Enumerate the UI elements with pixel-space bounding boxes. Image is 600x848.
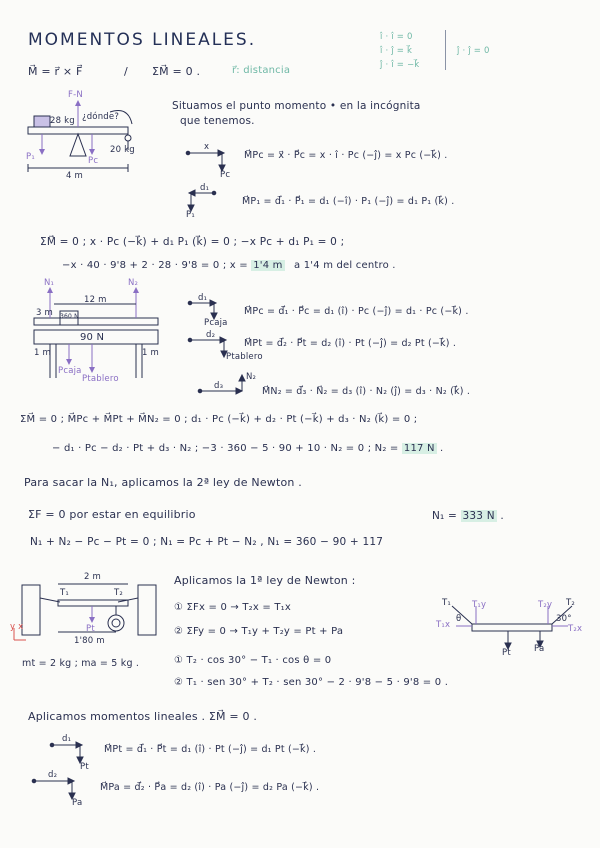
t2-label: T₂ xyxy=(114,588,123,598)
vector-label: d₁ xyxy=(200,183,210,193)
axes-label: y x xyxy=(10,622,24,632)
offset-label: 1 m xyxy=(142,348,159,358)
sum-moments: ΣM⃗ = 0 . xyxy=(152,65,201,78)
paragraph: Situamos el punto momento • en la incógnita xyxy=(172,100,421,112)
masses-note: mt = 2 kg ; ma = 5 kg . xyxy=(22,658,140,669)
equation: M⃗P₁ = d⃗₁ · P⃗₁ = d₁ (−î) · P₁ (−ĵ) = d₁ P₁ (k⃗) . xyxy=(242,196,455,207)
vector-label: x xyxy=(204,142,210,152)
vector-label: d₂ xyxy=(206,330,216,340)
length-label: 4 m xyxy=(66,171,83,181)
t1-label: T₁ xyxy=(60,588,69,598)
fbd-label: T₂y xyxy=(538,600,553,610)
seesaw-diagram xyxy=(28,100,132,172)
equation: M⃗Pc = d⃗₁ · P⃗c = d₁ (î) · Pc (−ĵ) = d₁ · Pc (−k⃗) . xyxy=(244,306,469,317)
paragraph: Aplicamos momentos lineales . ΣM⃗ = 0 . xyxy=(28,710,258,723)
equation: − d₁ · Pc − d₂ · Pt + d₃ · N₂ ; −3 · 360 − 5 · 90 + 10 · N₂ = 0 ; N₂ = 117 N . xyxy=(52,443,444,454)
equation: N₁ + N₂ − Pc − Pt = 0 ; N₁ = Pc + Pt − N₂ , N₁ = 360 − 90 + 117 xyxy=(30,536,384,548)
equation: M⃗Pc = x⃗ · P⃗c = x · î · Pc (−ĵ) = x Pc (−k⃗) . xyxy=(244,150,448,161)
vector-label: d₂ xyxy=(48,770,58,780)
unit-vector-rule: ĵ · î = −k⃗ xyxy=(380,60,420,70)
kid-figure xyxy=(125,135,131,141)
equation: M⃗Pa = d⃗₂ · P⃗a = d₂ (î) · Pa (−ĵ) = d₂ Pa (−k⃗) . xyxy=(100,782,320,793)
free-body-diagram xyxy=(452,606,572,649)
equation: ΣM⃗ = 0 ; M⃗Pc + M⃗Pt + M⃗N₂ = 0 ; d₁ · Pc (−k⃗) + d₂ · Pt (−k⃗) + d₃ · N₂ (k⃗) = 0 ; xyxy=(20,414,418,425)
vector-label: d₃ xyxy=(214,381,224,391)
page-title: MOMENTOS LINEALES. xyxy=(28,30,257,50)
hanging-diagram xyxy=(14,584,156,640)
distance-note: r⃗: distancia xyxy=(232,65,291,76)
offset-label: 3 m xyxy=(36,308,53,318)
mass-block xyxy=(34,116,50,127)
ptablero-label: Ptablero xyxy=(82,374,119,384)
fbd-label: T₁ xyxy=(442,598,451,608)
n1-label: N₁ xyxy=(44,278,55,288)
vector-label: N₂ xyxy=(246,372,257,382)
moment-formula: M⃗ = r⃗ × F⃗ xyxy=(28,65,83,78)
fbd-label: Pt xyxy=(502,648,511,658)
fbd-label: T₂ xyxy=(566,598,575,608)
equation: ① T₂ · cos 30° − T₁ · cos θ = 0 xyxy=(174,655,332,666)
equation: ② T₁ · sen 30° + T₂ · sen 30° − 2 · 9'8 − 5 · 9'8 = 0 . xyxy=(174,677,449,688)
equation: M⃗Pt = d⃗₁ · P⃗t = d₁ (î) · Pt (−ĵ) = d₁ Pt (−k⃗) . xyxy=(104,744,317,755)
load-label: 90 N xyxy=(80,332,105,343)
hanging-beam xyxy=(58,600,128,606)
unit-vector-rule: ĵ · ĵ = 0 xyxy=(457,46,490,56)
vector-label: Ptablero xyxy=(226,352,263,362)
equation: ΣM⃗ = 0 ; x · Pc (−k⃗) + d₁ P₁ (k⃗) = 0 ; −x Pc + d₁ P₁ = 0 ; xyxy=(40,236,345,248)
equation: −x · 40 · 9'8 + 2 · 28 · 9'8 = 0 ; x = 1'4 m a 1'4 m del centro . xyxy=(62,260,396,271)
fbd-label: T₂x xyxy=(568,624,583,634)
t1-vector xyxy=(452,606,472,624)
board-top xyxy=(34,318,158,325)
result-highlight: 1'4 m xyxy=(253,260,283,271)
vector-label: Pcaja xyxy=(204,318,228,328)
offset-label: 1 m xyxy=(34,348,51,358)
vector-label: d₁ xyxy=(198,293,208,303)
result-highlight: 333 N xyxy=(462,510,495,522)
fbd-label: θ xyxy=(456,614,462,624)
distance-label: 1'80 m xyxy=(74,636,105,646)
equation: ① ΣFx = 0 → T₂x = T₁x xyxy=(174,602,291,613)
equation: N₁ = 333 N . xyxy=(432,510,504,522)
vector-label: d₁ xyxy=(62,734,72,744)
equation: ΣF = 0 por estar en equilibrio xyxy=(28,508,196,521)
pc-label: Pc xyxy=(88,156,99,166)
vector-label: Pa xyxy=(72,798,83,808)
fbd-label: T₁y xyxy=(472,600,487,610)
pivot-triangle xyxy=(70,134,86,156)
hanging-load xyxy=(108,615,124,631)
vector-label: Pt xyxy=(80,762,89,772)
normal-label: F-N xyxy=(68,90,83,100)
equation: M⃗Pt = d⃗₂ · P⃗t = d₂ (î) · Pt (−ĵ) = d₂ Pt (−k⃗) . xyxy=(244,338,457,349)
left-wall xyxy=(22,585,40,635)
vector-label: P₁ xyxy=(186,210,195,220)
fbd-label: Pa xyxy=(534,644,545,654)
fbd-label: T₁x xyxy=(436,620,451,630)
unit-vector-rule: î · ĵ = k⃗ xyxy=(380,46,413,56)
question-label: ¿dónde? xyxy=(82,112,120,122)
kid-mass-label: 20 kg xyxy=(110,145,135,155)
length-label: 2 m xyxy=(84,572,101,582)
box-label: 360 N xyxy=(60,313,79,320)
p1-label: P₁ xyxy=(26,152,35,162)
result-highlight: 117 N xyxy=(403,443,435,454)
vector-label: Pc xyxy=(220,170,231,180)
mass-label: 28 kg xyxy=(50,116,75,126)
length-label: 12 m xyxy=(84,295,107,305)
paragraph: Para sacar la N₁, aplicamos la 2ª ley de Newton . xyxy=(24,476,302,489)
paragraph: que tenemos. xyxy=(180,115,255,127)
equation: ② ΣFy = 0 → T₁y + T₂y = Pt + Pa xyxy=(174,626,344,637)
unit-vector-rule: î · î = 0 xyxy=(380,32,413,42)
pcaja-label: Pcaja xyxy=(58,366,82,376)
n2-label: N₂ xyxy=(128,278,139,288)
fbd-label: 30° xyxy=(556,614,572,624)
separator: / xyxy=(124,65,128,78)
equation: M⃗N₂ = d⃗₃ · N⃗₂ = d₃ (î) · N₂ (ĵ) = d₃ · N₂ (k⃗) . xyxy=(262,386,471,397)
right-wall xyxy=(138,585,156,635)
pt-label: Pt xyxy=(86,624,95,634)
paragraph: Aplicamos la 1ª ley de Newton : xyxy=(174,574,356,587)
